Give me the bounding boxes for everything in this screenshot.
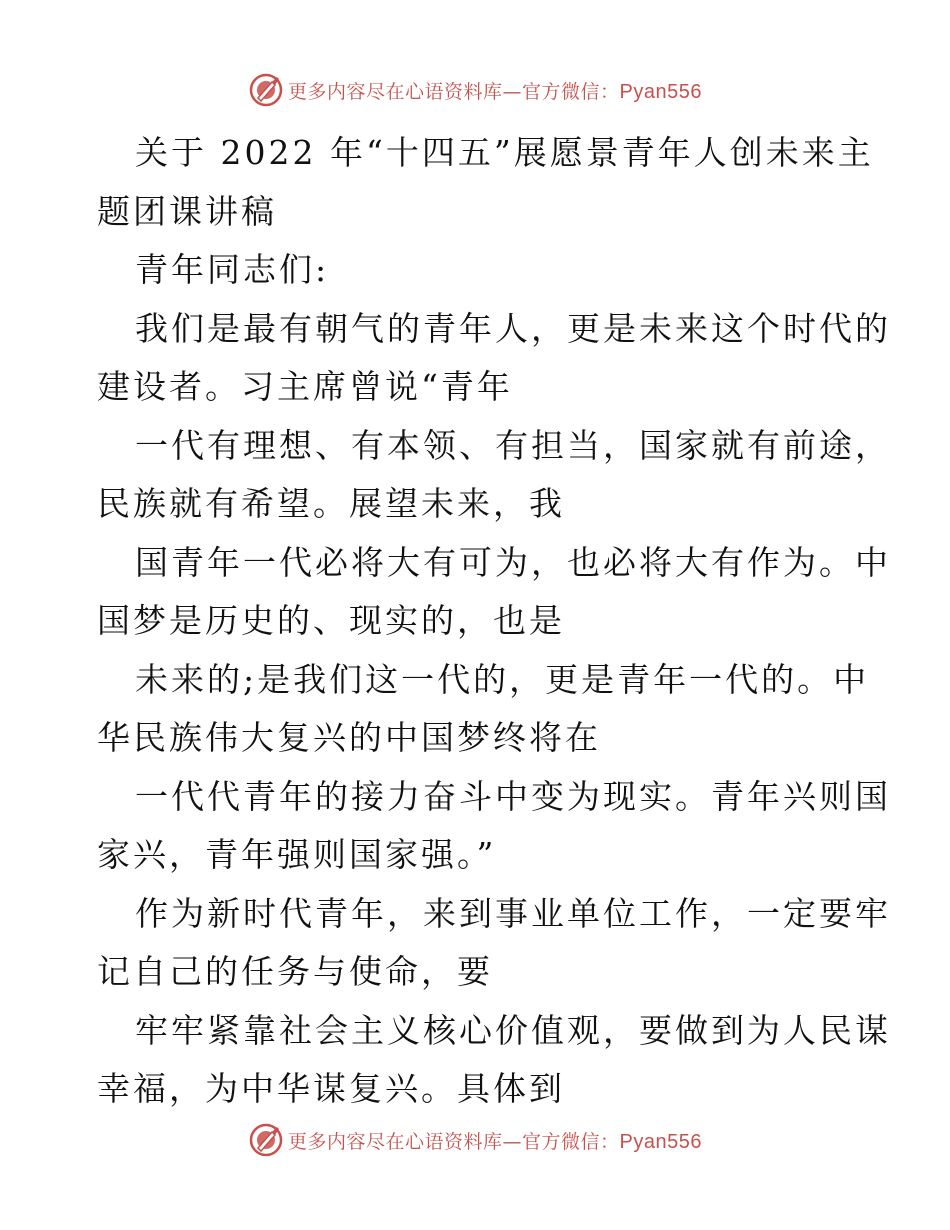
paragraph-line: 国青年一代必将大有可为，也必将大有作为。中 bbox=[135, 542, 891, 582]
document-body bbox=[97, 124, 891, 1119]
watermark-text: 更多内容尽在心语资料库—官方微信：Pyan556 bbox=[288, 1130, 702, 1153]
document-title-line-1: 关于 2022 年“十四五”展愿景青年人创未来主 bbox=[135, 133, 874, 172]
paragraph-line: 建设者。习主席曾说“青年 bbox=[97, 367, 513, 406]
pen-nib-logo-icon bbox=[248, 72, 284, 108]
footer-watermark bbox=[0, 1120, 950, 1160]
paragraph-line: 牢牢紧靠社会主义核心价值观，要做到为人民谋 bbox=[135, 1010, 891, 1050]
pen-nib-logo-icon bbox=[248, 1122, 284, 1158]
salutation: 青年同志们: bbox=[135, 250, 330, 289]
paragraph-line: 一代代青年的接力奋斗中变为现实。青年兴则国 bbox=[135, 776, 891, 816]
watermark-text: 更多内容尽在心语资料库—官方微信：Pyan556 bbox=[288, 80, 702, 103]
paragraph-line: 华民族伟大复兴的中国梦终将在 bbox=[97, 718, 601, 757]
paragraph-line: 记自己的任务与使命，要 bbox=[97, 952, 493, 991]
paragraph-line: 家兴，青年强则国家强。” bbox=[97, 835, 497, 874]
paragraph-line: 作为新时代青年，来到事业单位工作，一定要牢 bbox=[135, 893, 891, 933]
document-title-line-2: 题团课讲稿 bbox=[97, 191, 277, 231]
paragraph-line: 一代有理想、有本领、有担当，国家就有前途， bbox=[135, 425, 891, 465]
paragraph-line: 幸福，为中华谋复兴。具体到 bbox=[97, 1069, 565, 1108]
paragraph-line: 未来的;是我们这一代的，更是青年一代的。中 bbox=[135, 659, 870, 699]
paragraph-line: 国梦是历史的、现实的，也是 bbox=[97, 601, 565, 640]
paragraph-line: 民族就有希望。展望未来，我 bbox=[97, 484, 565, 523]
paragraph-line: 我们是最有朝气的青年人，更是未来这个时代的 bbox=[135, 308, 891, 348]
header-watermark bbox=[0, 70, 950, 110]
